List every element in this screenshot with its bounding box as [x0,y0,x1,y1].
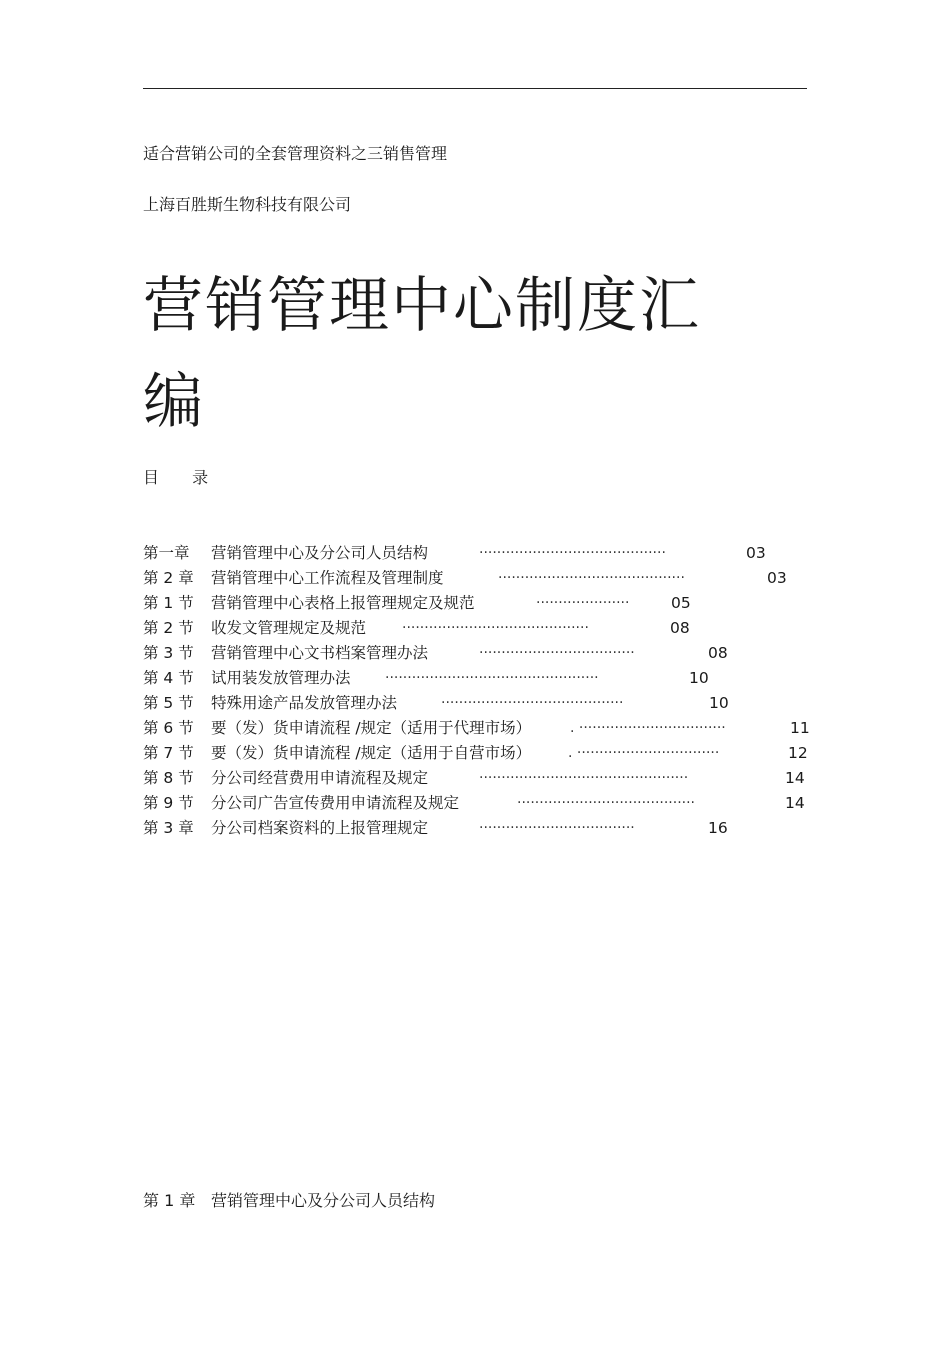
toc-entry-page: 10 [689,669,709,687]
toc-entry-title: 分公司广告宣传费用申请流程及规定 [211,794,460,812]
company-name: 上海百胜斯生物科技有限公司 [143,195,352,214]
toc-entry-label: 第 3 节 [143,644,194,662]
toc-entry-leader: . ································· [570,720,726,736]
toc-entry-leader: ··············································· [479,770,689,786]
toc-entry-label: 第 2 节 [143,619,194,637]
toc-entry-page: 08 [670,619,690,637]
table-of-contents [143,542,810,842]
toc-entry-leader: ·········································· [402,620,589,636]
toc-entry-label: 第 6 节 [143,719,194,737]
toc-entry-title: 分公司经营费用申请流程及规定 [211,769,429,787]
toc-entry-leader: ················································ [385,670,599,686]
chapter-title: 营销管理中心及分公司人员结构 [211,1191,436,1210]
toc-entry-leader: ··································· [479,645,635,661]
toc-entry[interactable] [143,817,728,842]
toc-entry-title: 营销管理中心工作流程及管理制度 [211,569,444,587]
toc-entry-title: 要（发）货申请流程 /规定（适用于代理市场） [211,719,532,737]
toc-entry[interactable] [143,692,729,717]
main-title: 营销管理中心制度汇编 [143,271,701,437]
toc-entry-leader: ·········································· [498,570,685,586]
toc-entry-page: 14 [785,794,805,812]
toc-entry[interactable] [143,592,691,617]
toc-entry-leader: . ································ [568,745,720,761]
toc-entry-label: 第 5 节 [143,694,194,712]
toc-entry-label: 第 8 节 [143,769,194,787]
toc-entry-label: 第 3 章 [143,819,194,837]
toc-entry-page: 10 [709,694,729,712]
chapter-heading [143,1190,435,1212]
toc-entry-label: 第 7 节 [143,744,194,762]
toc-entry-title: 营销管理中心及分公司人员结构 [211,544,429,562]
document-subtitle: 适合营销公司的全套管理资料之三销售管理 [143,144,448,163]
chapter-label: 第 1 章 [143,1191,196,1210]
toc-entry-label: 第 4 节 [143,669,194,687]
toc-entry[interactable] [143,742,808,767]
toc-entry-page: 08 [708,644,728,662]
toc-entry-leader: ········································· [441,695,624,711]
toc-heading: 目 录 [143,468,223,487]
toc-entry-leader: ····················· [536,595,630,611]
toc-entry-title: 收发文管理规定及规范 [211,619,367,637]
top-rule [143,88,807,89]
toc-entry-title: 营销管理中心表格上报管理规定及规范 [211,594,475,612]
toc-entry-page: 16 [708,819,728,837]
toc-entry[interactable] [143,792,805,817]
toc-entry-title: 特殊用途产品发放管理办法 [211,694,398,712]
toc-entry-label: 第 9 节 [143,794,194,812]
toc-entry[interactable] [143,717,810,742]
toc-entry[interactable] [143,642,728,667]
toc-entry[interactable] [143,617,690,642]
toc-entry-label: 第一章 [143,544,190,562]
toc-entry-label: 第 1 节 [143,594,194,612]
toc-entry[interactable] [143,667,709,692]
toc-entry-page: 11 [790,719,810,737]
toc-entry-page: 03 [767,569,787,587]
toc-entry-title: 营销管理中心文书档案管理办法 [211,644,429,662]
toc-entry[interactable] [143,542,766,567]
toc-entry-title: 分公司档案资料的上报管理规定 [211,819,429,837]
toc-entry-page: 03 [746,544,766,562]
toc-entry-label: 第 2 章 [143,569,194,587]
toc-entry[interactable] [143,567,787,592]
toc-entry-leader: ··································· [479,820,635,836]
toc-entry[interactable] [143,767,805,792]
toc-entry-leader: ········································ [517,795,696,811]
toc-entry-page: 14 [785,769,805,787]
toc-entry-title: 要（发）货申请流程 /规定（适用于自营市场） [211,744,532,762]
toc-entry-page: 12 [788,744,808,762]
toc-entry-page: 05 [671,594,691,612]
toc-entry-leader: ·········································· [479,545,666,561]
toc-entry-title: 试用装发放管理办法 [211,669,351,687]
